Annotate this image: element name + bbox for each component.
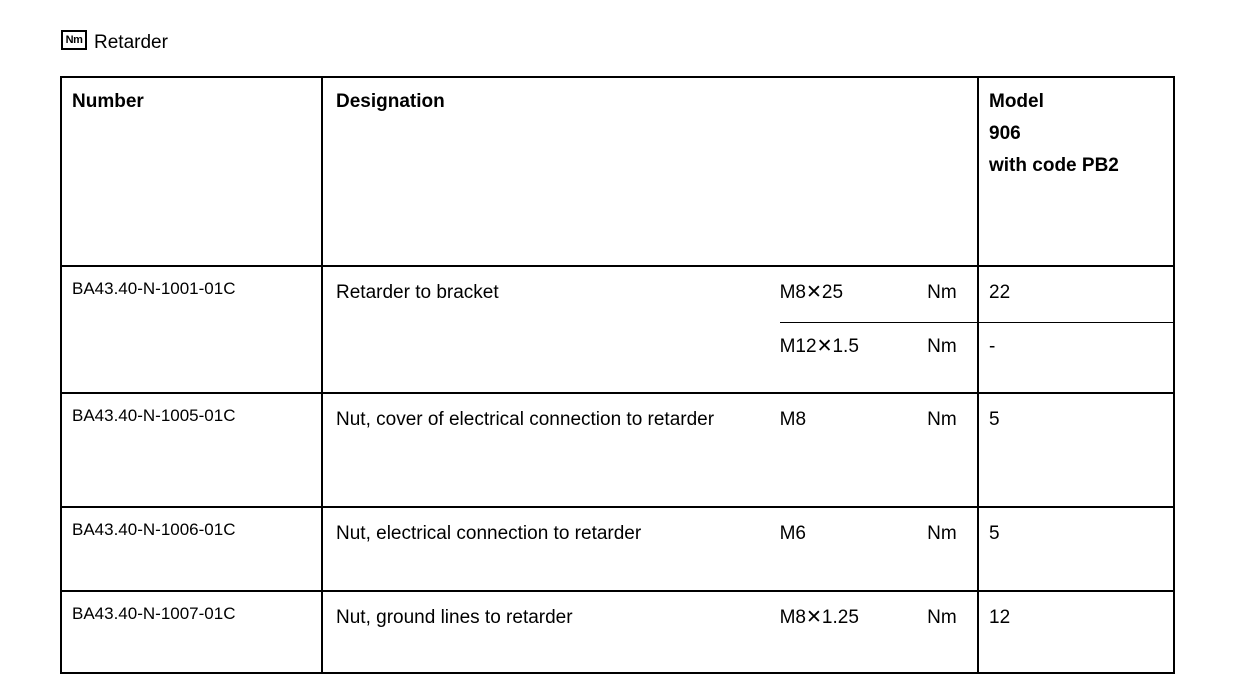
thread-size: M8: [779, 409, 807, 430]
designation-text: Nut, cover of electrical connection to retarder: [336, 409, 715, 430]
designation-cell: [322, 507, 978, 591]
unit: Nm: [927, 282, 957, 303]
torque-value: 5: [978, 507, 1174, 591]
torque-value: 5: [978, 393, 1174, 507]
thread-size: M6: [779, 523, 807, 544]
designation-cell: [322, 393, 978, 507]
header-designation: Designation: [322, 77, 978, 266]
table-header-row: [61, 77, 1174, 266]
designation-text: Nut, electrical connection to retarder: [336, 523, 642, 544]
header-model: [978, 77, 1174, 266]
unit: Nm: [927, 607, 957, 628]
unit: Nm: [927, 409, 957, 430]
designation-cell: [322, 591, 978, 673]
part-number: BA43.40-N-1001-01C: [61, 266, 322, 393]
header-model-line2: 906: [989, 123, 1021, 144]
designation-cell: [322, 266, 978, 393]
thread-size: M12✕1.5: [779, 336, 859, 357]
header-model-line3: with code PB2: [989, 155, 1119, 176]
table-row: [61, 591, 1174, 673]
thread-size: M8✕25: [779, 282, 844, 303]
table-row: [61, 266, 1174, 393]
model-value-cell: [978, 266, 1174, 393]
torque-value: 22: [989, 282, 1011, 303]
unit: Nm: [927, 336, 957, 357]
part-number: BA43.40-N-1007-01C: [61, 591, 322, 673]
torque-value: -: [989, 336, 996, 357]
unit: Nm: [927, 523, 957, 544]
header-model-line1: Model: [989, 91, 1044, 112]
part-number: BA43.40-N-1005-01C: [61, 393, 322, 507]
torque-value: 12: [978, 591, 1174, 673]
row-split-divider: [780, 322, 1173, 323]
designation-text: Retarder to bracket: [336, 282, 499, 303]
section-heading: [61, 29, 168, 57]
designation-text: Nut, ground lines to retarder: [336, 607, 573, 628]
torque-table: [60, 76, 1175, 674]
section-title: Retarder: [94, 32, 168, 53]
part-number: BA43.40-N-1006-01C: [61, 507, 322, 591]
table-row: [61, 393, 1174, 507]
table-row: [61, 507, 1174, 591]
thread-size: M8✕1.25: [779, 607, 859, 628]
torque-nm-icon: Nm: [61, 30, 87, 50]
header-number: Number: [61, 77, 322, 266]
